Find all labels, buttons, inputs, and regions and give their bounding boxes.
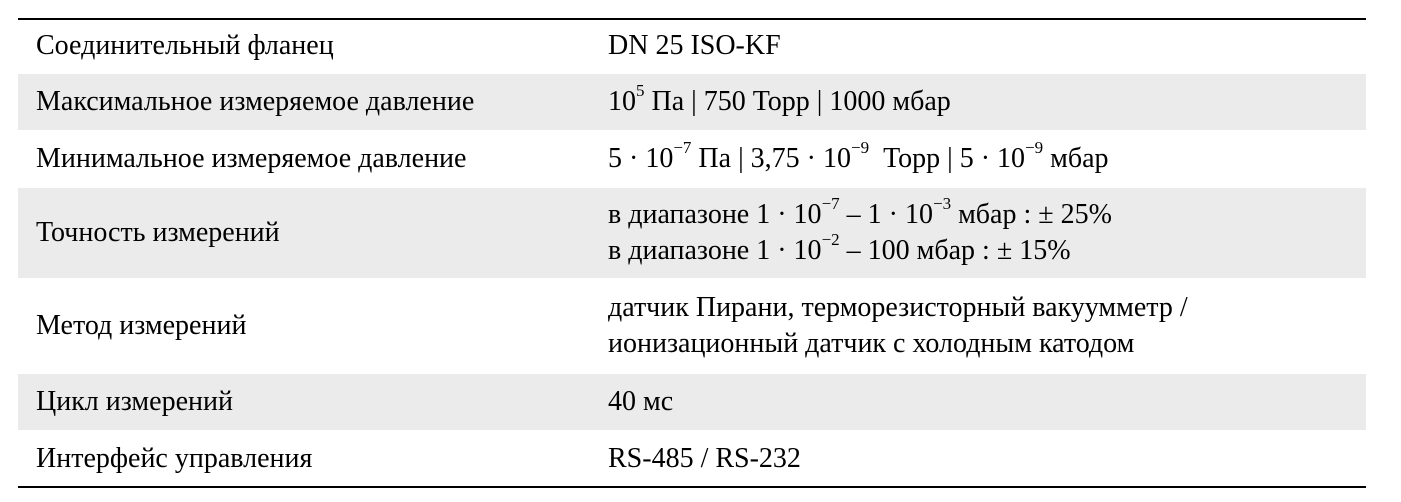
table-row: [18, 132, 1366, 188]
row-label: Цикл измерений: [36, 386, 233, 417]
row-value: [608, 290, 1366, 362]
row-label: Метод измерений: [36, 310, 247, 341]
table-row: [18, 432, 1366, 486]
method-line-2: ионизационный датчик с холодным катодом: [608, 328, 1135, 359]
accuracy-line-2: в диапазоне $1 \cdot 10^{-2} - 100$ мбар : ± 15%: [608, 229, 1071, 266]
table-row: [18, 188, 1366, 280]
row-value: 40 мс: [608, 386, 674, 417]
row-value: $10^5$ Па | 750 Торр | 1000 мбар: [608, 80, 951, 117]
specifications-table: [18, 18, 1366, 488]
row-label: Точность измерений: [36, 217, 280, 248]
row-label: Максимальное измеряемое давление: [36, 86, 475, 117]
row-label: Минимальное измеряемое давление: [36, 143, 467, 174]
table-row: [18, 280, 1366, 374]
row-label: Интерфейс управления: [36, 443, 313, 474]
table-row: [18, 74, 1366, 132]
row-label: Соединительный фланец: [36, 30, 334, 61]
method-line-1: датчик Пирани, терморезисторный вакуумметр /: [608, 292, 1188, 323]
row-value: RS-485 / RS-232: [608, 443, 801, 474]
accuracy-line-1: в диапазоне $1 \cdot 10^{-7} - 1 \cdot 10^{-3}$ мбар : ± 25%: [608, 193, 1112, 230]
table-row: [18, 20, 1366, 74]
row-value: $5 \cdot 10^{-7}$ Па | $3,75 \cdot 10^{-9}$ Торр | $5 \cdot 10^{-9}$ мбар: [608, 137, 1109, 174]
row-value: DN 25 ISO-KF: [608, 30, 781, 61]
row-value: [608, 193, 1366, 269]
table-row: [18, 374, 1366, 432]
